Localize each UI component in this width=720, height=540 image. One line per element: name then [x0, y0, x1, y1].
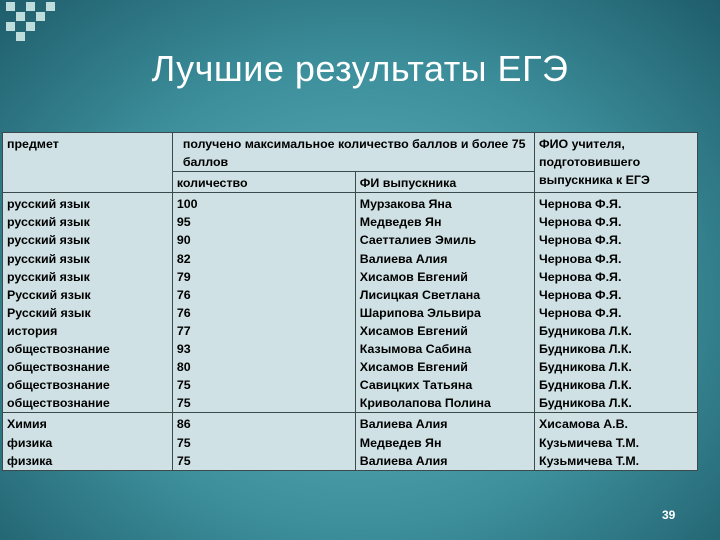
student-text: Валиева Алия [359, 251, 448, 266]
subject-text: обществознание [7, 360, 110, 375]
subject-cell [3, 193, 173, 413]
student-text: Хисамов Евгений [359, 323, 468, 338]
subject-text: русский язык [7, 251, 90, 266]
subject-text: история [7, 323, 58, 338]
student-text: Медведев Ян [359, 215, 442, 230]
slide-title: Лучшие результаты ЕГЭ [151, 48, 569, 89]
header-student: ФИ выпускника [355, 172, 534, 193]
score-text: 82 [176, 251, 191, 266]
subject-text: русский язык [7, 233, 90, 248]
header-main: получено максимальное количество баллов и более 75 баллов [172, 133, 534, 172]
student-text: Казымова Сабина [359, 342, 472, 357]
student-text: Криволапова Полина [359, 396, 491, 411]
score-text: 76 [176, 305, 191, 320]
teacher-cell [535, 193, 698, 413]
teacher-text: Чернова Ф.Я. [539, 197, 622, 212]
student-text: Шарипова Эльвира [359, 305, 481, 320]
teacher-text: Кузьмичева Т.М. [539, 435, 640, 450]
subject-text: русский язык [7, 215, 90, 230]
teacher-text: Чернова Ф.Я. [539, 251, 622, 266]
corner-decoration [0, 0, 60, 50]
score-text: 75 [176, 453, 191, 468]
subject-text: физика [7, 453, 53, 468]
score-text: 93 [176, 342, 191, 357]
student-text: Савицких Татьяна [359, 378, 473, 393]
student-text: Медведев Ян [359, 435, 442, 450]
teacher-text: Будникова Л.К. [539, 360, 632, 375]
score-text: 80 [176, 360, 191, 375]
subject-text: Русский язык [7, 287, 91, 302]
score-text: 75 [176, 435, 191, 450]
student-text: Мурзакова Яна [359, 197, 452, 212]
student-text: Валиева Алия [359, 417, 448, 432]
subject-cell [3, 413, 173, 470]
teacher-text: Хисамова А.В. [539, 417, 628, 432]
student-text: Валиева Алия [359, 453, 448, 468]
student-cell [355, 193, 534, 413]
student-text: Хисамов Евгений [359, 269, 468, 284]
score-cell [172, 413, 355, 470]
results-table [2, 132, 698, 471]
subject-text: физика [7, 435, 53, 450]
subject-text: Русский язык [7, 305, 91, 320]
teacher-text: Будникова Л.К. [539, 342, 632, 357]
teacher-text: Чернова Ф.Я. [539, 269, 622, 284]
table-header-row [3, 133, 698, 172]
score-text: 86 [176, 417, 191, 432]
subject-text: обществознание [7, 396, 110, 411]
subject-text: русский язык [7, 197, 90, 212]
teacher-text: Кузьмичева Т.М. [539, 453, 640, 468]
score-text: 77 [176, 323, 191, 338]
score-text: 76 [176, 287, 191, 302]
teacher-text: Чернова Ф.Я. [539, 287, 622, 302]
student-text: Саетталиев Эмиль [359, 233, 477, 248]
header-teacher: ФИО учителя, подготовившего выпускника к ЕГЭ [535, 133, 698, 193]
score-text: 79 [176, 269, 191, 284]
teacher-text: Чернова Ф.Я. [539, 233, 622, 248]
subject-text: обществознание [7, 342, 110, 357]
teacher-text: Будникова Л.К. [539, 323, 632, 338]
score-text: 90 [176, 233, 191, 248]
teacher-cell [535, 413, 698, 470]
page-number: 39 [662, 508, 676, 522]
teacher-text: Чернова Ф.Я. [539, 215, 622, 230]
score-text: 95 [176, 215, 191, 230]
subject-text: русский язык [7, 269, 90, 284]
table-row [3, 413, 698, 470]
student-text: Лисицкая Светлана [359, 287, 481, 302]
student-cell [355, 413, 534, 470]
score-cell [172, 193, 355, 413]
header-count: количество [172, 172, 355, 193]
teacher-text: Чернова Ф.Я. [539, 305, 622, 320]
teacher-text: Будникова Л.К. [539, 378, 632, 393]
score-text: 75 [176, 378, 191, 393]
subject-text: обществознание [7, 378, 110, 393]
teacher-text: Будникова Л.К. [539, 396, 632, 411]
score-text: 75 [176, 396, 191, 411]
table-row [3, 193, 698, 413]
student-text: Хисамов Евгений [359, 360, 468, 375]
subject-text: Химия [7, 417, 47, 432]
score-text: 100 [176, 197, 198, 212]
header-subject: предмет [3, 133, 173, 193]
